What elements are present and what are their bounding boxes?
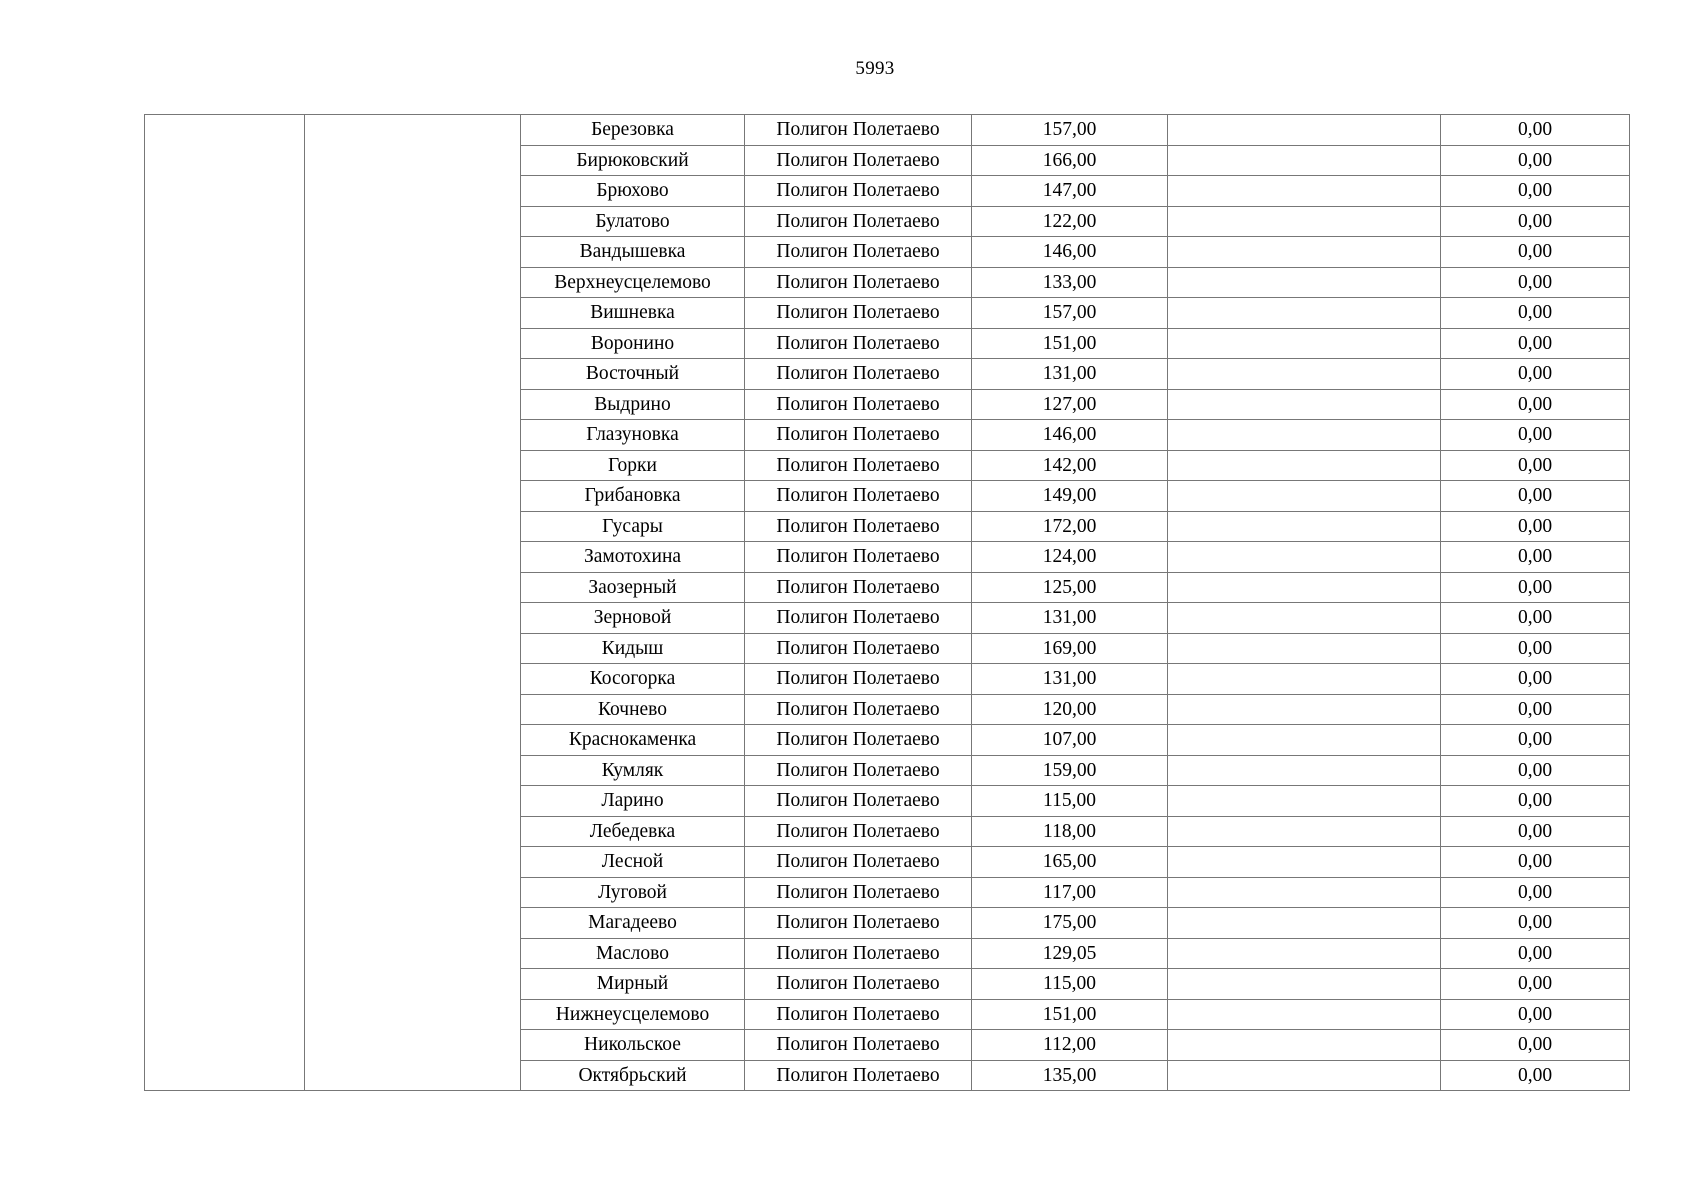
destination-cell: Полигон Полетаево [745, 237, 972, 268]
destination-cell: Полигон Полетаево [745, 206, 972, 237]
rate-cell: 0,00 [1441, 481, 1630, 512]
note-cell [1168, 938, 1441, 969]
rate-cell: 0,00 [1441, 1030, 1630, 1061]
rate-cell: 0,00 [1441, 298, 1630, 329]
volume-cell: 165,00 [972, 847, 1168, 878]
destination-cell: Полигон Полетаево [745, 877, 972, 908]
settlement-cell: Гусары [521, 511, 745, 542]
destination-cell: Полигон Полетаево [745, 267, 972, 298]
settlement-cell: Ларино [521, 786, 745, 817]
note-cell [1168, 969, 1441, 1000]
volume-cell: 142,00 [972, 450, 1168, 481]
volume-cell: 172,00 [972, 511, 1168, 542]
settlement-cell: Восточный [521, 359, 745, 390]
note-cell [1168, 908, 1441, 939]
settlement-cell: Грибановка [521, 481, 745, 512]
volume-cell: 125,00 [972, 572, 1168, 603]
volume-cell: 147,00 [972, 176, 1168, 207]
rate-cell: 0,00 [1441, 908, 1630, 939]
volume-cell: 118,00 [972, 816, 1168, 847]
volume-cell: 117,00 [972, 877, 1168, 908]
rate-cell: 0,00 [1441, 176, 1630, 207]
rate-cell: 0,00 [1441, 603, 1630, 634]
volume-cell: 149,00 [972, 481, 1168, 512]
note-cell [1168, 115, 1441, 146]
volume-cell: 151,00 [972, 328, 1168, 359]
volume-cell: 151,00 [972, 999, 1168, 1030]
destination-cell: Полигон Полетаево [745, 450, 972, 481]
note-cell [1168, 328, 1441, 359]
destination-cell: Полигон Полетаево [745, 542, 972, 573]
note-cell [1168, 206, 1441, 237]
destination-cell: Полигон Полетаево [745, 115, 972, 146]
note-cell [1168, 1030, 1441, 1061]
rate-cell: 0,00 [1441, 572, 1630, 603]
note-cell [1168, 237, 1441, 268]
settlement-cell: Луговой [521, 877, 745, 908]
destination-cell: Полигон Полетаево [745, 694, 972, 725]
destination-cell: Полигон Полетаево [745, 176, 972, 207]
destination-cell: Полигон Полетаево [745, 847, 972, 878]
note-cell [1168, 359, 1441, 390]
settlement-cell: Глазуновка [521, 420, 745, 451]
volume-cell: 131,00 [972, 359, 1168, 390]
rate-cell: 0,00 [1441, 938, 1630, 969]
volume-cell: 120,00 [972, 694, 1168, 725]
destination-cell: Полигон Полетаево [745, 145, 972, 176]
note-cell [1168, 267, 1441, 298]
destination-cell: Полигон Полетаево [745, 481, 972, 512]
volume-cell: 166,00 [972, 145, 1168, 176]
note-cell [1168, 176, 1441, 207]
data-table [144, 114, 1630, 1091]
destination-cell: Полигон Полетаево [745, 633, 972, 664]
rate-cell: 0,00 [1441, 999, 1630, 1030]
rate-cell: 0,00 [1441, 511, 1630, 542]
rate-cell: 0,00 [1441, 816, 1630, 847]
settlement-cell: Магадеево [521, 908, 745, 939]
note-cell [1168, 572, 1441, 603]
note-cell [1168, 664, 1441, 695]
volume-cell: 175,00 [972, 908, 1168, 939]
note-cell [1168, 145, 1441, 176]
rate-cell: 0,00 [1441, 877, 1630, 908]
destination-cell: Полигон Полетаево [745, 1030, 972, 1061]
settlement-cell: Лебедевка [521, 816, 745, 847]
destination-cell: Полигон Полетаево [745, 511, 972, 542]
note-cell [1168, 847, 1441, 878]
settlement-cell: Замотохина [521, 542, 745, 573]
destination-cell: Полигон Полетаево [745, 603, 972, 634]
note-cell [1168, 877, 1441, 908]
table-row [145, 115, 1630, 146]
rate-cell: 0,00 [1441, 786, 1630, 817]
volume-cell: 107,00 [972, 725, 1168, 756]
settlement-cell: Лесной [521, 847, 745, 878]
destination-cell: Полигон Полетаево [745, 572, 972, 603]
note-cell [1168, 725, 1441, 756]
note-cell [1168, 816, 1441, 847]
rate-cell: 0,00 [1441, 725, 1630, 756]
rate-cell: 0,00 [1441, 755, 1630, 786]
rate-cell: 0,00 [1441, 237, 1630, 268]
note-cell [1168, 542, 1441, 573]
volume-cell: 133,00 [972, 267, 1168, 298]
page-number: 5993 [855, 58, 895, 79]
rate-cell: 0,00 [1441, 450, 1630, 481]
settlement-cell: Выдрино [521, 389, 745, 420]
note-cell [1168, 481, 1441, 512]
destination-cell: Полигон Полетаево [745, 999, 972, 1030]
destination-cell: Полигон Полетаево [745, 725, 972, 756]
volume-cell: 169,00 [972, 633, 1168, 664]
settlement-cell: Верхнеусцелемово [521, 267, 745, 298]
volume-cell: 131,00 [972, 664, 1168, 695]
volume-cell: 112,00 [972, 1030, 1168, 1061]
rate-cell: 0,00 [1441, 389, 1630, 420]
settlement-cell: Кидыш [521, 633, 745, 664]
settlement-cell: Краснокаменка [521, 725, 745, 756]
volume-cell: 124,00 [972, 542, 1168, 573]
volume-cell: 127,00 [972, 389, 1168, 420]
rate-cell: 0,00 [1441, 267, 1630, 298]
note-cell [1168, 755, 1441, 786]
destination-cell: Полигон Полетаево [745, 664, 972, 695]
settlement-cell: Кочнево [521, 694, 745, 725]
rate-cell: 0,00 [1441, 328, 1630, 359]
volume-cell: 131,00 [972, 603, 1168, 634]
settlement-cell: Вишневка [521, 298, 745, 329]
destination-cell: Полигон Полетаево [745, 755, 972, 786]
settlement-cell: Горки [521, 450, 745, 481]
settlement-cell: Булатово [521, 206, 745, 237]
note-cell [1168, 603, 1441, 634]
destination-cell: Полигон Полетаево [745, 298, 972, 329]
note-cell [1168, 633, 1441, 664]
volume-cell: 115,00 [972, 969, 1168, 1000]
rate-cell: 0,00 [1441, 969, 1630, 1000]
note-cell [1168, 786, 1441, 817]
settlement-cell: Мирный [521, 969, 745, 1000]
settlement-cell: Зерновой [521, 603, 745, 634]
rate-cell: 0,00 [1441, 145, 1630, 176]
note-cell [1168, 511, 1441, 542]
settlement-cell: Кумляк [521, 755, 745, 786]
volume-cell: 157,00 [972, 298, 1168, 329]
settlement-cell: Косогорка [521, 664, 745, 695]
rate-cell: 0,00 [1441, 694, 1630, 725]
volume-cell: 146,00 [972, 420, 1168, 451]
rate-cell: 0,00 [1441, 664, 1630, 695]
destination-cell: Полигон Полетаево [745, 816, 972, 847]
rate-cell: 0,00 [1441, 206, 1630, 237]
blank-merged-cell-2 [305, 115, 521, 1091]
settlement-cell: Октябрьский [521, 1060, 745, 1091]
destination-cell: Полигон Полетаево [745, 389, 972, 420]
note-cell [1168, 694, 1441, 725]
destination-cell: Полигон Полетаево [745, 969, 972, 1000]
destination-cell: Полигон Полетаево [745, 786, 972, 817]
settlement-cell: Заозерный [521, 572, 745, 603]
note-cell [1168, 999, 1441, 1030]
table-body [145, 115, 1630, 1091]
volume-cell: 129,05 [972, 938, 1168, 969]
destination-cell: Полигон Полетаево [745, 1060, 972, 1091]
rate-cell: 0,00 [1441, 115, 1630, 146]
destination-cell: Полигон Полетаево [745, 328, 972, 359]
volume-cell: 157,00 [972, 115, 1168, 146]
rate-cell: 0,00 [1441, 847, 1630, 878]
settlement-cell: Бирюковский [521, 145, 745, 176]
note-cell [1168, 298, 1441, 329]
volume-cell: 115,00 [972, 786, 1168, 817]
settlement-cell: Брюхово [521, 176, 745, 207]
volume-cell: 135,00 [972, 1060, 1168, 1091]
settlement-cell: Нижнеусцелемово [521, 999, 745, 1030]
note-cell [1168, 450, 1441, 481]
volume-cell: 122,00 [972, 206, 1168, 237]
rate-cell: 0,00 [1441, 633, 1630, 664]
settlement-cell: Маслово [521, 938, 745, 969]
rate-cell: 0,00 [1441, 542, 1630, 573]
settlement-cell: Никольское [521, 1030, 745, 1061]
note-cell [1168, 389, 1441, 420]
destination-cell: Полигон Полетаево [745, 908, 972, 939]
volume-cell: 146,00 [972, 237, 1168, 268]
rate-cell: 0,00 [1441, 1060, 1630, 1091]
blank-merged-cell-1 [145, 115, 305, 1091]
destination-cell: Полигон Полетаево [745, 420, 972, 451]
note-cell [1168, 1060, 1441, 1091]
rate-cell: 0,00 [1441, 359, 1630, 390]
settlement-cell: Воронино [521, 328, 745, 359]
rate-cell: 0,00 [1441, 420, 1630, 451]
destination-cell: Полигон Полетаево [745, 359, 972, 390]
destination-cell: Полигон Полетаево [745, 938, 972, 969]
settlement-cell: Вандышевка [521, 237, 745, 268]
settlement-cell: Березовка [521, 115, 745, 146]
volume-cell: 159,00 [972, 755, 1168, 786]
note-cell [1168, 420, 1441, 451]
